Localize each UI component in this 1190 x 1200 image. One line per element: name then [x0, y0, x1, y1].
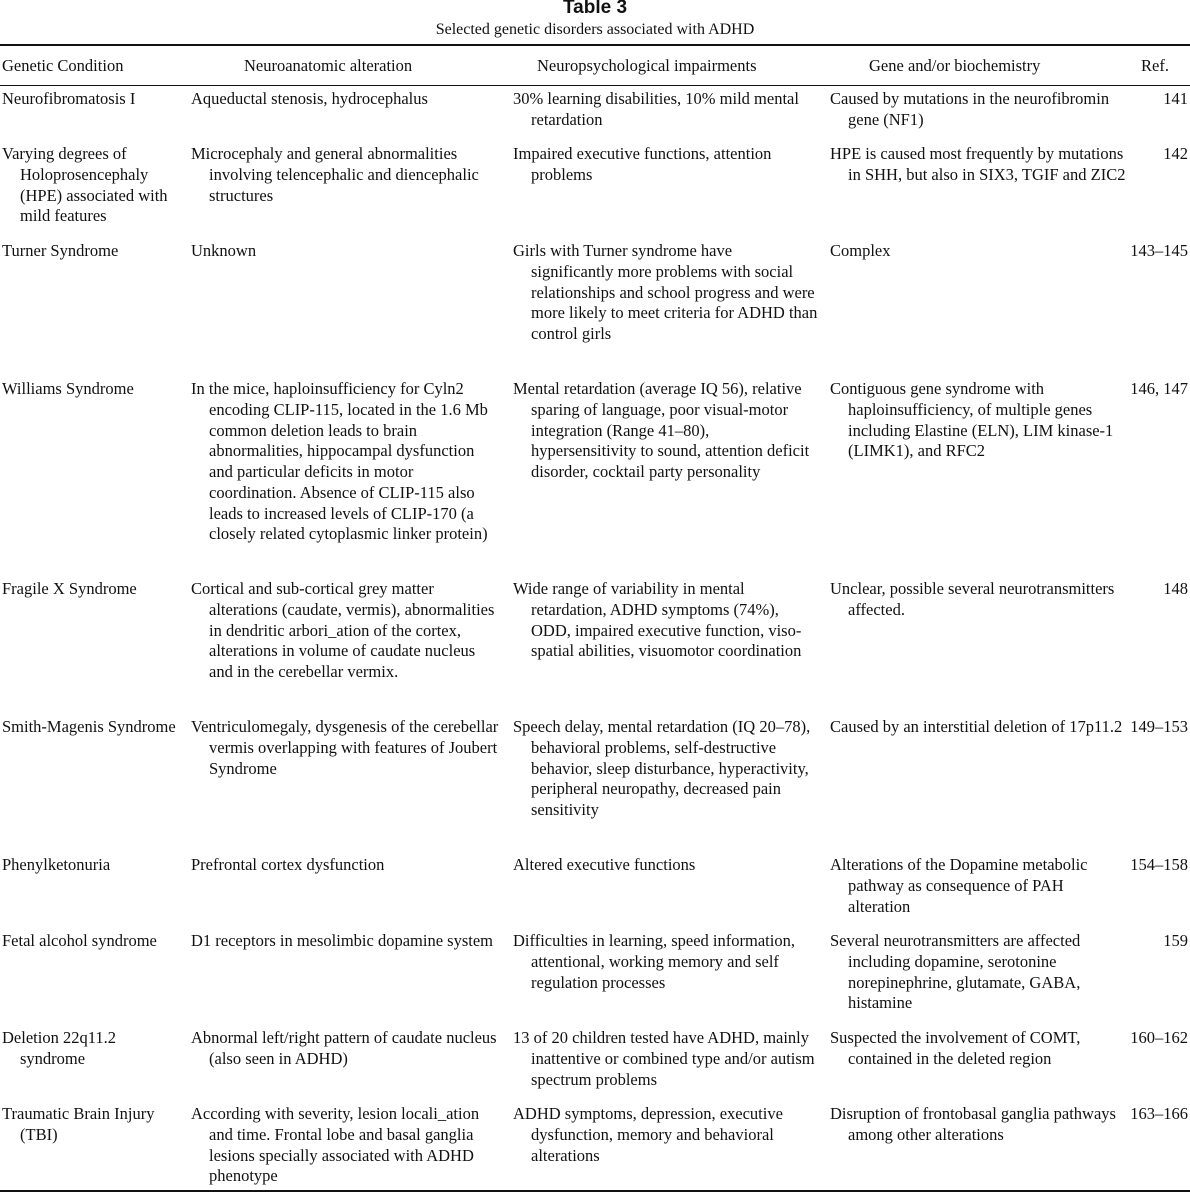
- cell-neuroanatomic: Aqueductal stenosis, hydrocephalus: [191, 89, 428, 108]
- cell-neuroanatomic: Cortical and sub-cortical grey matter alterations (caudate, vermis), abnormalities in dendritic arbori_ation of the cortex, alterations in volume of caudate nucleus and in the cerebellar vermix.: [191, 579, 495, 681]
- header-ref: Ref.: [1141, 56, 1169, 75]
- cell-condition: Phenylketonuria: [2, 855, 111, 874]
- cell-ref: 159: [1163, 931, 1188, 950]
- table-row: [0, 1104, 1190, 1200]
- table-row: [0, 717, 1190, 855]
- cell-neuroanatomic: According with severity, lesion locali_ation and time. Frontal lobe and basal ganglia lesions specially associated with ADHD phenotype: [191, 1104, 480, 1186]
- cell-neuroanatomic: D1 receptors in mesolimbic dopamine system: [191, 931, 493, 950]
- cell-gene: Caused by mutations in the neurofibromin gene (NF1): [830, 89, 1110, 129]
- cell-condition: Williams Syndrome: [2, 379, 134, 398]
- table-row: [0, 379, 1190, 579]
- cell-condition: Traumatic Brain Injury (TBI): [2, 1104, 155, 1144]
- cell-ref: 163–166: [1130, 1104, 1188, 1123]
- table-row: [0, 931, 1190, 1028]
- cell-neuroanatomic: In the mice, haploinsufficiency for Cyln2 encoding CLIP-115, located in the 1.6 Mb common deletion leads to brain abnormalities, hippocampal dysfunction and particular deficits in motor coordination. Absence of CLIP-115 also leads to increased levels of CLIP-170 (a closely related cytoplasmic linker protein): [191, 379, 488, 544]
- header-neuropsychological: Neuropsychological impairments: [537, 56, 757, 75]
- cell-ref: 154–158: [1130, 855, 1188, 874]
- top-rule: [0, 44, 1190, 46]
- table-row: [0, 89, 1190, 144]
- cell-condition: Fragile X Syndrome: [2, 579, 137, 598]
- cell-condition: Deletion 22q11.2 syndrome: [2, 1028, 116, 1068]
- cell-gene: Contiguous gene syndrome with haploinsufficiency, of multiple genes including Elastine (ELN), LIM kinase-1 (LIMK1), and RFC2: [830, 379, 1114, 461]
- cell-condition: Smith-Magenis Syndrome: [2, 717, 176, 736]
- cell-gene: Unclear, possible several neurotransmitters affected.: [830, 579, 1115, 619]
- table-row: [0, 1028, 1190, 1104]
- header-neuroanatomic: Neuroanatomic alteration: [244, 56, 413, 75]
- table-row: [0, 241, 1190, 379]
- table-body: [0, 89, 1190, 1200]
- cell-neuroanatomic: Abnormal left/right pattern of caudate nucleus (also seen in ADHD): [191, 1028, 497, 1068]
- table-row: [0, 855, 1190, 931]
- cell-gene: Caused by an interstitial deletion of 17p11.2: [830, 717, 1123, 736]
- cell-condition: Turner Syndrome: [2, 241, 119, 260]
- cell-gene: Suspected the involvement of COMT, contained in the deleted region: [830, 1028, 1081, 1068]
- header-rule: [0, 85, 1190, 86]
- cell-gene: Alterations of the Dopamine metabolic pathway as consequence of PAH alteration: [830, 855, 1088, 916]
- cell-gene: Complex: [830, 241, 891, 260]
- header-gene-biochemistry: Gene and/or biochemistry: [869, 56, 1041, 75]
- cell-neuropsych: Altered executive functions: [513, 855, 696, 874]
- cell-neuroanatomic: Microcephaly and general abnormalities involving telencephalic and diencephalic structures: [191, 144, 479, 205]
- cell-neuroanatomic: Prefrontal cortex dysfunction: [191, 855, 385, 874]
- table-row: [0, 579, 1190, 717]
- cell-neuropsych: 30% learning disabilities, 10% mild mental retardation: [513, 89, 799, 129]
- cell-ref: 149–153: [1130, 717, 1188, 736]
- cell-gene: Disruption of frontobasal ganglia pathways among other alterations: [830, 1104, 1116, 1144]
- cell-ref: 143–145: [1130, 241, 1188, 260]
- cell-neuropsych: Difficulties in learning, speed information, attentional, working memory and self regulation processes: [513, 931, 795, 992]
- cell-neuropsych: Wide range of variability in mental retardation, ADHD symptoms (74%), ODD, impaired executive function, viso-spatial abilities, visuomotor coordination: [513, 579, 802, 661]
- cell-neuroanatomic: Ventriculomegaly, dysgenesis of the cerebellar vermis overlapping with features of Joubert Syndrome: [191, 717, 499, 778]
- cell-ref: 141: [1163, 89, 1188, 108]
- table-row: [0, 144, 1190, 241]
- bottom-rule: [0, 1190, 1190, 1192]
- cell-neuropsych: 13 of 20 children tested have ADHD, mainly inattentive or combined type and/or autism spectrum problems: [513, 1028, 815, 1089]
- cell-ref: 160–162: [1130, 1028, 1188, 1047]
- cell-neuropsych: Speech delay, mental retardation (IQ 20–78), behavioral problems, self-destructive behavior, sleep disturbance, hyperactivity, peripheral neuropathy, decreased pain sensitivity: [513, 717, 811, 819]
- cell-condition: Neurofibromatosis I: [2, 89, 136, 108]
- cell-gene: HPE is caused most frequently by mutations in SHH, but also in SIX3, TGIF and ZIC2: [830, 144, 1126, 184]
- cell-neuropsych: Mental retardation (average IQ 56), relative sparing of language, poor visual-motor integration (Range 41–80), hypersensitivity to sound, attention deficit disorder, cocktail party personality: [513, 379, 810, 481]
- cell-ref: 142: [1163, 144, 1188, 163]
- cell-condition: Fetal alcohol syndrome: [2, 931, 157, 950]
- cell-gene: Several neurotransmitters are affected including dopamine, serotonine norepinephrine, glutamate, GABA, histamine: [830, 931, 1081, 1013]
- cell-ref: 148: [1163, 579, 1188, 598]
- cell-ref: 146, 147: [1130, 379, 1188, 398]
- cell-neuropsych: Impaired executive functions, attention problems: [513, 144, 772, 184]
- cell-neuropsych: ADHD symptoms, depression, executive dysfunction, memory and behavioral alterations: [513, 1104, 783, 1165]
- header-genetic-condition: Genetic Condition: [2, 56, 124, 75]
- table-subtitle: Selected genetic disorders associated with ADHD: [435, 21, 755, 38]
- cell-neuroanatomic: Unknown: [191, 241, 257, 260]
- table-header: [0, 56, 1190, 76]
- table-title: Table 3: [562, 0, 628, 18]
- cell-condition: Varying degrees of Holoprosencephaly (HPE) associated with mild features: [2, 144, 168, 226]
- cell-neuropsych: Girls with Turner syndrome have significantly more problems with social relationships and school progress and were more likely to meet criteria for ADHD than control girls: [513, 241, 818, 343]
